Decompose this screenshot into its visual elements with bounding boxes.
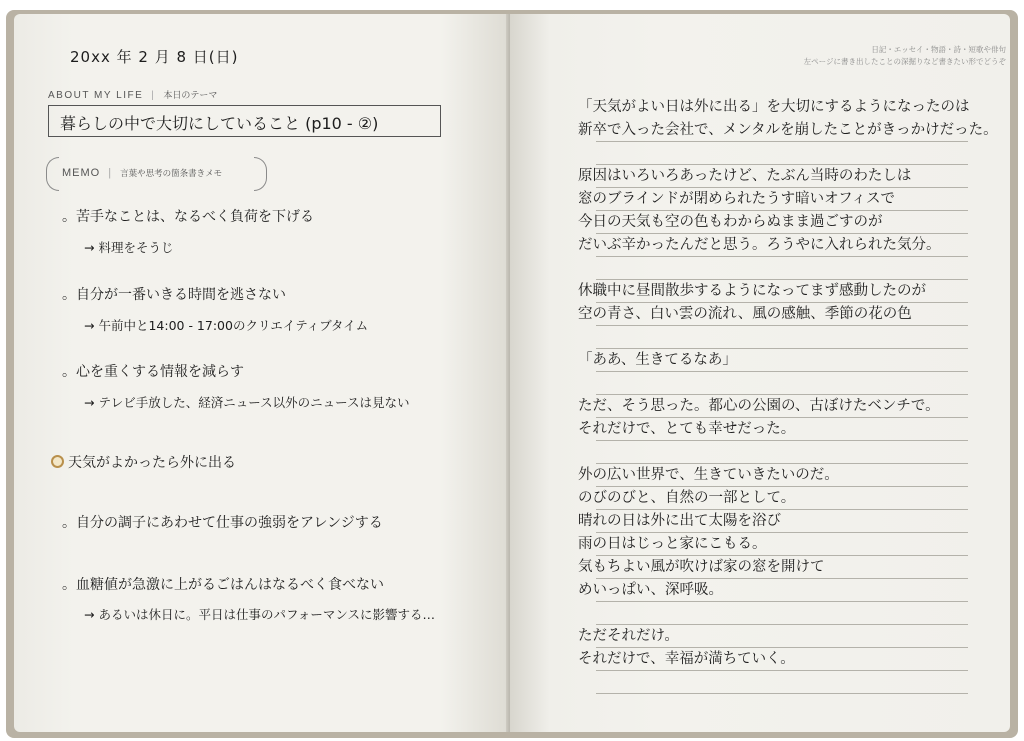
- memo-item-2-note: → 午前中と14:00 - 17:00のクリエイティブタイム: [84, 318, 369, 333]
- ruled-line: [596, 141, 968, 142]
- memo-item-6-note: → あるいは休日に。平日は仕事のパフォーマンスに影響する…: [84, 607, 435, 622]
- highlight-circle-icon: [51, 455, 64, 468]
- memo-item-1: 。苦手なことは、なるべく負荷を下げる: [62, 209, 314, 225]
- ruled-line: [596, 693, 968, 694]
- memo-item-2: 。自分が一番いきる時間を逃さない: [62, 287, 286, 303]
- ruled-line: [596, 440, 968, 441]
- ruled-line: [596, 371, 968, 372]
- entry-date: 20xx 年 2 月 8 日(日): [70, 48, 239, 66]
- memo-item-3-note: → テレビ手放した、経済ニュース以外のニュースは見ない: [84, 395, 410, 410]
- journal-line-18: ただそれだけ。: [578, 628, 679, 644]
- about-label: ABOUT MY LIFE: [48, 90, 144, 101]
- journal-line-17: めいっぱい、深呼吸。: [578, 582, 723, 598]
- ruled-line: [596, 256, 968, 257]
- journal-line-13: のびのびと、自然の一部として。: [578, 490, 796, 506]
- theme-text: 暮らしの中で大切にしていること (p10 - ②): [60, 114, 379, 133]
- memo-heading: MEMO | 言葉や思考の箇条書きメモ: [62, 167, 223, 179]
- right-page-header-line-2: 左ページに書き出したことの深掘りなど書きたい形でどうぞ: [803, 57, 1006, 66]
- memo-item-1-note: → 料理をそうじ: [84, 240, 174, 255]
- journal-line-8: 空の青さ、白い雲の流れ、風の感触、季節の花の色: [578, 306, 912, 322]
- memo-item-6: 。血糖値が急激に上がるごはんはなるべく食べない: [62, 577, 384, 593]
- ruled-line: [596, 670, 968, 671]
- memo-label: MEMO: [62, 167, 101, 179]
- journal-line-11: それだけで、とても幸せだった。: [578, 421, 796, 437]
- memo-bracket-left: [46, 157, 59, 191]
- memo-item-3: 。心を重くする情報を減らす: [62, 364, 244, 380]
- journal-line-15: 雨の日はじっと家にこもる。: [578, 536, 767, 552]
- right-page-header-line-1: 日記・エッセイ・物語・詩・短歌や俳句: [871, 45, 1006, 54]
- journal-line-19: それだけで、幸福が満ちていく。: [578, 651, 795, 667]
- journal-line-12: 外の広い世界で、生きていきたいのだ。: [578, 467, 839, 483]
- journal-line-10: ただ、そう思った。都心の公園の、古ぼけたベンチで。: [578, 398, 940, 414]
- journal-line-5: 今日の天気も空の色もわからぬまま過ごすのが: [578, 214, 883, 230]
- ruled-line: [596, 601, 968, 602]
- about-my-life-heading: ABOUT MY LIFE | 本日のテーマ: [48, 90, 218, 101]
- journal-line-9: 「ああ、生きてるなあ」: [578, 352, 737, 368]
- journal-line-16: 気もちよい風が吹けば家の窓を開けて: [578, 559, 825, 575]
- journal-line-4: 窓のブラインドが閉められたうす暗いオフィスで: [578, 191, 895, 207]
- ruled-line: [596, 325, 968, 326]
- memo-item-5: 。自分の調子にあわせて仕事の強弱をアレンジする: [62, 515, 383, 531]
- memo-item-4: 天気がよかったら外に出る: [68, 455, 236, 471]
- journal-line-2: 新卒で入った会社で、メンタルを崩したことがきっかけだった。: [578, 122, 998, 138]
- journal-line-1: 「天気がよい日は外に出る」を大切にするようになったのは: [578, 99, 970, 115]
- journal-line-3: 原因はいろいろあったけど、たぶん当時のわたしは: [578, 168, 912, 184]
- theme-label: 本日のテーマ: [163, 90, 218, 100]
- journal-line-14: 晴れの日は外に出て太陽を浴び: [578, 513, 781, 529]
- journal-line-7: 休職中に昼間散歩するようになってまず感動したのが: [578, 283, 926, 299]
- memo-sub-label: 言葉や思考の箇条書きメモ: [120, 168, 223, 178]
- journal-line-6: だいぶ辛かったんだと思う。ろうやに入れられた気分。: [578, 237, 941, 253]
